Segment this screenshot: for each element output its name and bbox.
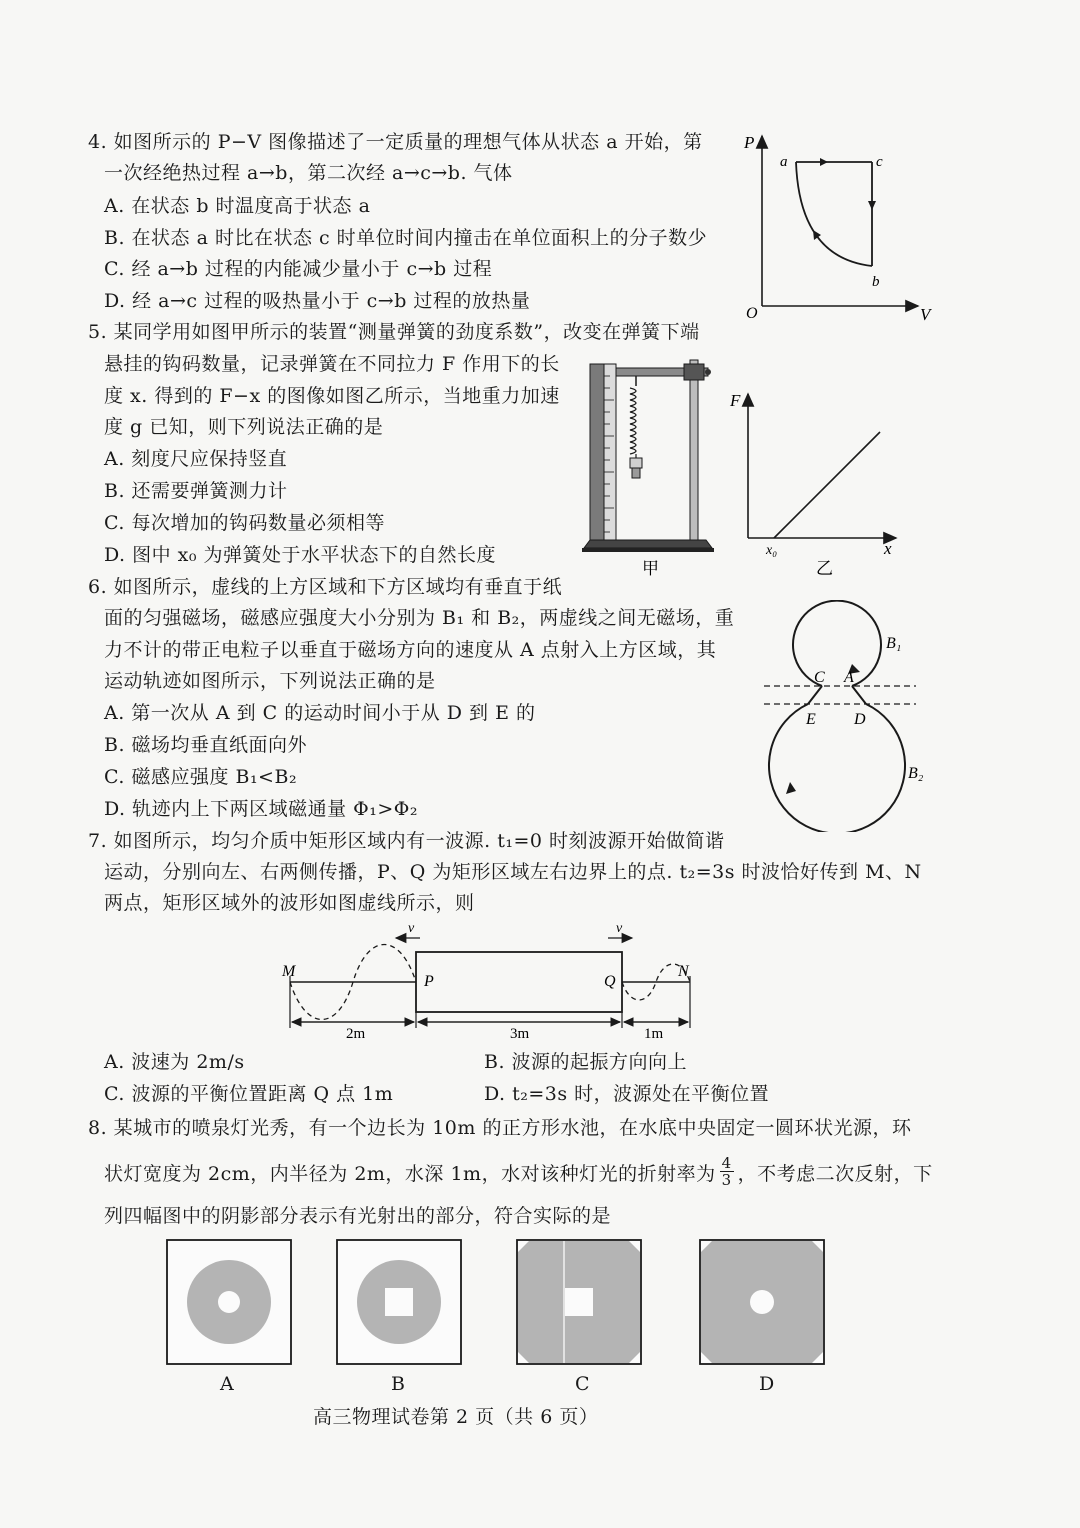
- q6-label-b1: B₁: [886, 635, 902, 652]
- q5-stem-line-4: 度 g 已知，则下列说法正确的是: [104, 416, 384, 438]
- q6-stem-line-2: 面的匀强磁场，磁感应强度大小分别为 B₁ 和 B₂，两虚线之间无磁场，重: [104, 607, 735, 629]
- q4-label-a: a: [780, 154, 788, 170]
- q5-axis-f: F: [730, 391, 741, 410]
- q7-stem-line-1: 7. 如图所示，均匀介质中矩形区域内有一波源. t₁=0 时刻波源开始做简谐: [88, 830, 725, 852]
- q8-fraction-num: 4: [721, 1154, 732, 1172]
- q6-label-e: E: [806, 711, 816, 728]
- q7-label-n: N: [678, 963, 689, 980]
- q8-stem-line-2: [104, 1154, 933, 1190]
- q4-process-ab: [796, 162, 872, 266]
- q7-dist-1m: 1m: [644, 1026, 664, 1042]
- q5-stem-line-1: 5. 某同学用如图甲所示的装置“测量弹簧的劲度系数”，改变在弹簧下端: [88, 321, 700, 343]
- q5-option-a: A. 刻度尺应保持竖直: [104, 448, 288, 470]
- q4-label-c: c: [876, 154, 883, 170]
- q6-option-b: B. 磁场均垂直纸面向外: [104, 734, 308, 756]
- q6-label-a: A: [844, 669, 854, 686]
- q5-option-c: C. 每次增加的钩码数量必须相等: [104, 512, 385, 534]
- q5-stem-line-2: 悬挂的钩码数量，记录弹簧在不同拉力 F 作用下的长: [104, 353, 560, 375]
- q6-option-c: C. 磁感应强度 B₁<B₂: [104, 766, 298, 788]
- q5-caption-yi: 乙: [816, 559, 833, 578]
- q7-label-m: M: [282, 963, 296, 980]
- q7-option-c: C. 波源的平衡位置距离 Q 点 1m: [104, 1083, 394, 1105]
- q7-source-rect: [416, 952, 622, 1012]
- q8-choice-b-label: B: [391, 1373, 406, 1395]
- q8-fraction: [720, 1155, 734, 1188]
- q6-magnetic-trajectory: [752, 600, 932, 832]
- q5-stem-line-3: 度 x. 得到的 F−x 的图像如图乙所示，当地重力加速: [104, 385, 560, 407]
- q7-option-a: A. 波速为 2m/s: [104, 1051, 245, 1073]
- q8-choice-c-figure: [515, 1238, 645, 1368]
- q4-pv-diagram: [740, 128, 940, 328]
- q8-choice-c-label: C: [575, 1373, 591, 1395]
- q5-axis-x: x: [884, 539, 892, 558]
- q6-option-d: D. 轨迹内上下两区域磁通量 Φ₁>Φ₂: [104, 798, 418, 820]
- q4-axis-p: P: [744, 133, 755, 152]
- q8-choice-a-label: A: [220, 1373, 235, 1395]
- q4-stem-line-2: 一次经绝热过程 a→b，第二次经 a→c→b. 气体: [104, 162, 513, 184]
- q6-label-b2: B₂: [908, 765, 924, 782]
- q8-fraction-den: 3: [721, 1171, 732, 1189]
- q5-apparatus-jia: [580, 352, 730, 582]
- q6-option-a: A. 第一次从 A 到 C 的运动时间小于从 D 到 E 的: [104, 702, 536, 724]
- q5-caption-jia: 甲: [642, 559, 659, 578]
- q4-axis-v: V: [920, 305, 931, 324]
- q7-dist-3m: 3m: [510, 1026, 530, 1042]
- q6-upper-arc: [793, 601, 881, 686]
- q7-stem-line-2: 运动，分别向左、右两侧传播，P、Q 为矩形区域左右边界上的点. t₂=3s 时波恰好传到 M、N: [104, 861, 922, 883]
- q6-stem-line-4: 运动轨迹如图所示，下列说法正确的是: [104, 670, 436, 692]
- q7-option-d: D. t₂=3s 时，波源处在平衡位置: [484, 1083, 770, 1105]
- q7-wave-diagram: [276, 920, 716, 1045]
- q8-choice-d-label: D: [759, 1373, 775, 1395]
- q4-origin: O: [746, 305, 758, 322]
- q4-option-b: B. 在状态 a 时比在状态 c 时单位时间内撞击在单位面积上的分子数少: [104, 227, 708, 249]
- q8-choice-b-figure: [335, 1238, 465, 1368]
- q6-lower-arc: [769, 704, 905, 832]
- q7-label-q: Q: [604, 973, 616, 990]
- q5-option-b: B. 还需要弹簧测力计: [104, 480, 288, 502]
- q6-label-d: D: [854, 711, 866, 728]
- q6-stem-line-1: 6. 如图所示，虚线的上方区域和下方区域均有垂直于纸: [88, 576, 563, 598]
- q8-stem-line-1: 8. 某城市的喷泉灯光秀，有一个边长为 10m 的正方形水池，在水底中央固定一圆环状光源，环: [88, 1117, 912, 1139]
- q7-dist-2m: 2m: [346, 1026, 366, 1042]
- q7-stem-line-3: 两点，矩形区域外的波形如图虚线所示，则: [104, 892, 475, 914]
- q7-label-v-right: v: [616, 921, 623, 936]
- q6-label-c: C: [814, 669, 825, 686]
- q8-choice-d-figure: [698, 1238, 828, 1368]
- q4-label-b: b: [872, 274, 880, 290]
- q7-label-p: P: [424, 973, 434, 990]
- q7-option-b: B. 波源的起振方向向上: [484, 1051, 688, 1073]
- q8-choice-a-figure: [165, 1238, 295, 1368]
- q5-fx-line: [774, 432, 880, 538]
- q5-option-d: D. 图中 x₀ 为弹簧处于水平状态下的自然长度: [104, 544, 497, 566]
- page-footer: 高三物理试卷第 2 页（共 6 页）: [313, 1406, 599, 1428]
- q5-fx-graph-yi: [728, 384, 908, 584]
- q8-stem-line-2-a: 状灯宽度为 2cm，内半径为 2m，水深 1m，水对该种灯光的折射率为: [104, 1162, 716, 1185]
- q4-option-a: A. 在状态 b 时温度高于状态 a: [104, 195, 371, 217]
- q5-x0: x₀: [766, 543, 778, 558]
- q6-stem-line-3: 力不计的带正电粒子以垂直于磁场方向的速度从 A 点射入上方区域，其: [104, 639, 717, 661]
- q8-stem-line-2-b: ，不考虑二次反射，下: [737, 1162, 933, 1185]
- q4-stem-line-1: 4. 如图所示的 P−V 图像描述了一定质量的理想气体从状态 a 开始，第: [88, 131, 703, 153]
- q8-stem-line-3: 列四幅图中的阴影部分表示有光射出的部分，符合实际的是: [104, 1205, 612, 1227]
- q4-option-c: C. 经 a→b 过程的内能减少量小于 c→b 过程: [104, 258, 493, 280]
- q4-option-d: D. 经 a→c 过程的吸热量小于 c→b 过程的放热量: [104, 290, 531, 312]
- q7-label-v-left: v: [408, 921, 415, 936]
